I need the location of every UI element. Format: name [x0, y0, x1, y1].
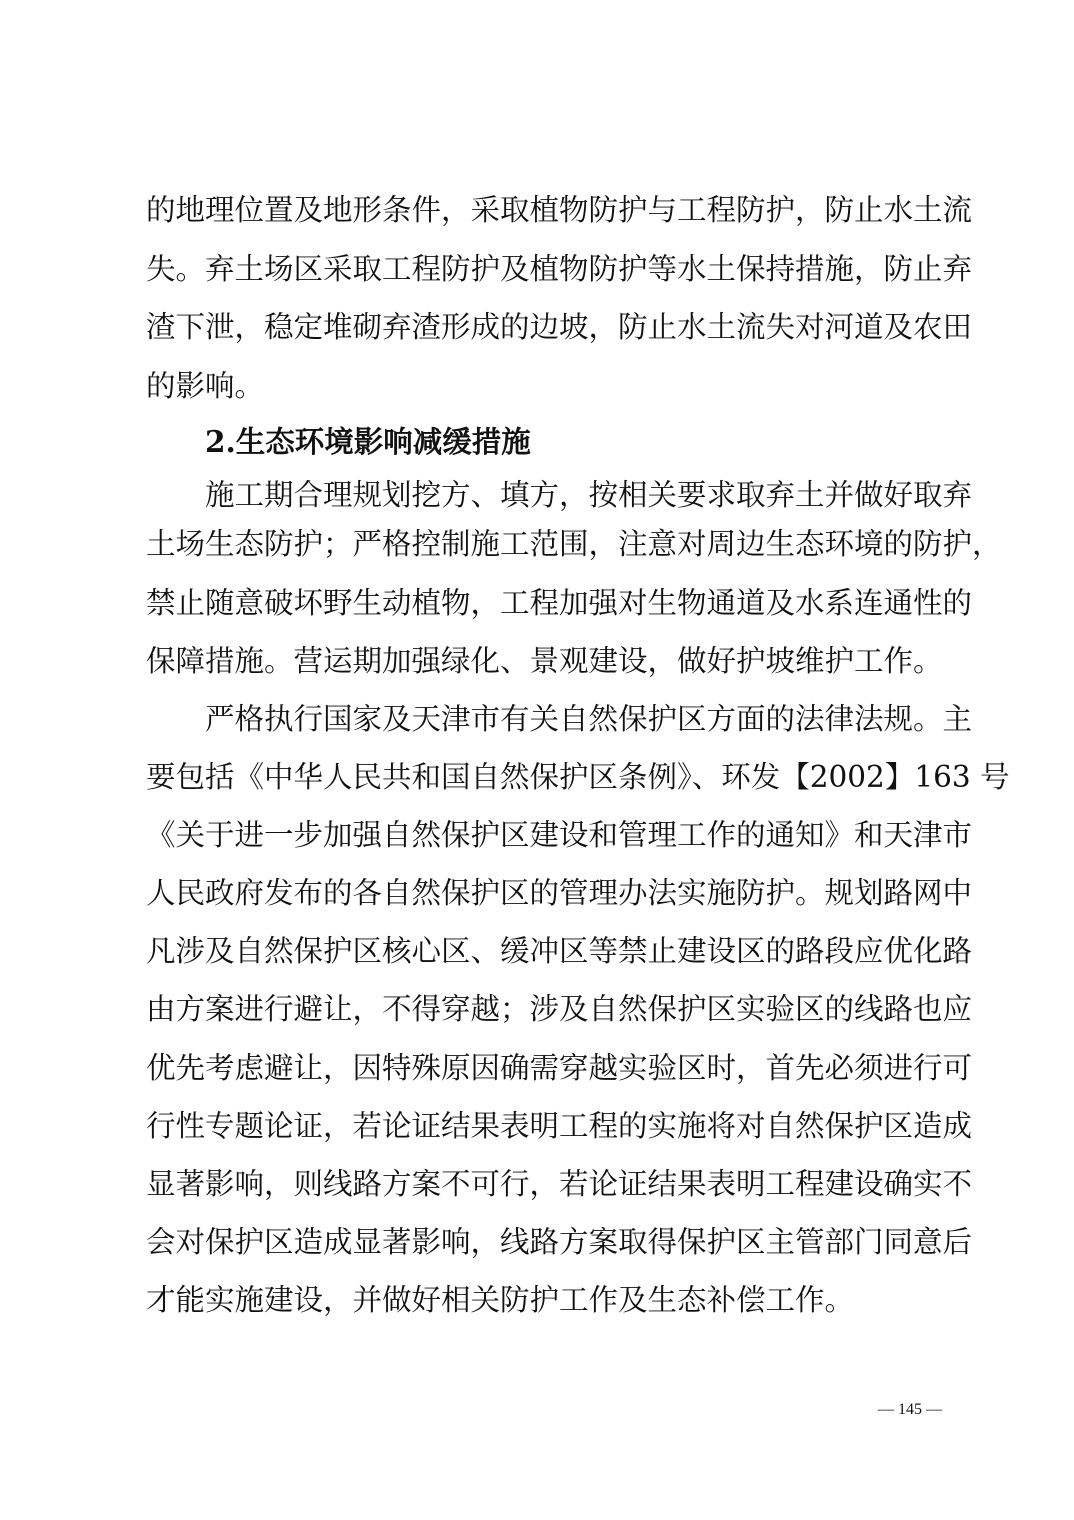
paragraph-2-line-3: 禁止随意破坏野生动植物，工程加强对生物通道及水系连通性的	[146, 586, 973, 620]
paragraph-2-line-2: 土场生态防护；严格控制施工范围，注意对周边生态环境的防护，	[146, 527, 1002, 561]
paragraph-1-line-1: 的地理位置及地形条件，采取植物防护与工程防护，防止水土流	[146, 193, 973, 227]
paragraph-3-line-7: 优先考虑避让，因特殊原因确需穿越实验区时，首先必须进行可	[146, 1051, 973, 1085]
paragraph-3-line-9: 显著影响，则线路方案不可行，若论证结果表明工程建设确实不	[146, 1167, 973, 1201]
paragraph-3-line-1: 严格执行国家及天津市有关自然保护区方面的法律法规。主	[205, 702, 973, 736]
paragraph-3-line-5: 凡涉及自然保护区核心区、缓冲区等禁止建设区的路段应优化路	[146, 934, 973, 968]
paragraph-3-line-2: 要包括《中华人民共和国自然保护区条例》、环发【2002】163 号	[146, 760, 1010, 794]
paragraph-3-line-10: 会对保护区造成显著影响，线路方案取得保护区主管部门同意后	[146, 1225, 973, 1259]
paragraph-2-line-1: 施工期合理规划挖方、填方，按相关要求取弃土并做好取弃	[205, 478, 973, 512]
paragraph-1-line-2: 失。弃土场区采取工程防护及植物防护等水土保持措施，防止弃	[146, 252, 973, 286]
paragraph-3-line-8: 行性专题论证，若论证结果表明工程的实施将对自然保护区造成	[146, 1109, 973, 1143]
page-number: — 145 —	[878, 1401, 942, 1418]
paragraph-3-line-3: 《关于进一步加强自然保护区建设和管理工作的通知》和天津市	[146, 818, 973, 852]
paragraph-1-line-4: 的影响。	[146, 369, 265, 403]
paragraph-2-line-4: 保障措施。营运期加强绿化、景观建设，做好护坡维护工作。	[146, 644, 943, 678]
paragraph-3-line-11: 才能实施建设，并做好相关防护工作及生态补偿工作。	[146, 1283, 855, 1317]
paragraph-3-line-6: 由方案进行避让，不得穿越；涉及自然保护区实验区的线路也应	[146, 992, 973, 1026]
section-heading: 2.生态环境影响减缓措施	[205, 424, 531, 459]
paragraph-1-line-3: 渣下泄，稳定堆砌弃渣形成的边坡，防止水土流失对河道及农田	[146, 310, 973, 344]
paragraph-3-line-4: 人民政府发布的各自然保护区的管理办法实施防护。规划路网中	[146, 876, 973, 910]
